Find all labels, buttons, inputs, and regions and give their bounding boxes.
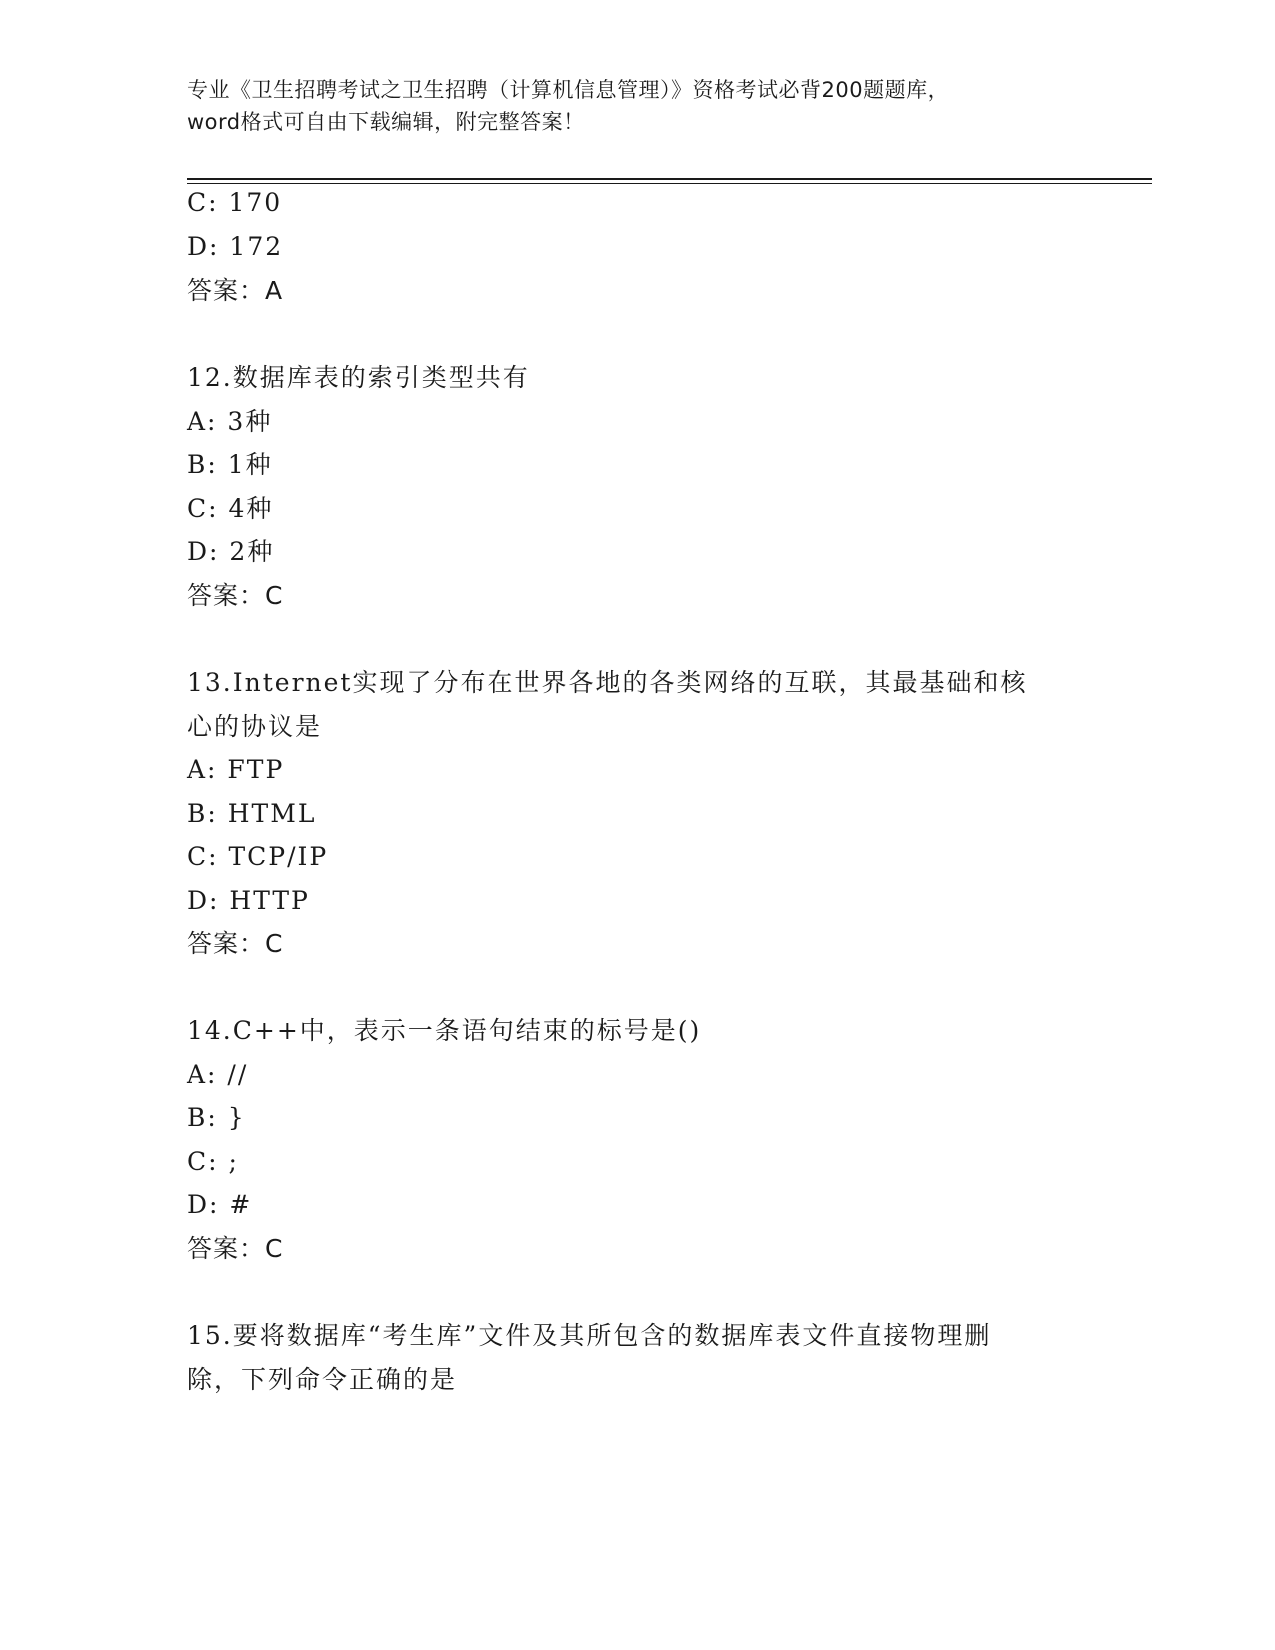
q11-option-c: C: 170 xyxy=(187,188,283,217)
header-divider-thin xyxy=(187,183,1152,184)
q13-answer: 答案：C xyxy=(187,929,284,958)
q12-option-c: C: 4种 xyxy=(187,494,274,523)
q14-option-a: A: // xyxy=(187,1060,249,1089)
q13-stem-line-1: 13.Internet实现了分布在世界各地的各类网络的互联，其最基础和核 xyxy=(187,668,1028,697)
q11-answer: 答案：A xyxy=(187,276,284,305)
q14-option-b: B: } xyxy=(187,1103,246,1132)
q12-option-b: B: 1种 xyxy=(187,450,273,479)
q15-stem-line-1: 15.要将数据库“考生库”文件及其所包含的数据库表文件直接物理删 xyxy=(187,1321,992,1350)
q14-answer: 答案：C xyxy=(187,1234,284,1263)
q15-stem-line-2: 除，下列命令正确的是 xyxy=(187,1365,458,1394)
q12-option-d: D: 2种 xyxy=(187,537,275,566)
q13-option-d: D: HTTP xyxy=(187,886,310,915)
q14-option-c: C: ; xyxy=(187,1147,239,1176)
q14-stem: 14.C++中，表示一条语句结束的标号是() xyxy=(187,1016,702,1045)
q13-stem-line-2: 心的协议是 xyxy=(187,712,323,741)
header-title-line-2: word格式可自由下载编辑，附完整答案！ xyxy=(187,110,585,134)
q13-option-a: A: FTP xyxy=(187,755,285,784)
q14-option-d: D: # xyxy=(187,1190,253,1219)
q13-option-c: C: TCP/IP xyxy=(187,842,329,871)
header-divider-thick xyxy=(187,178,1152,180)
page-header xyxy=(187,74,1107,138)
q11-option-d: D: 172 xyxy=(187,232,284,261)
header-title-line-1: 专业《卫生招聘考试之卫生招聘（计算机信息管理）》资格考试必背200题题库， xyxy=(187,78,950,102)
q12-answer: 答案：C xyxy=(187,581,284,610)
q12-stem: 12.数据库表的索引类型共有 xyxy=(187,363,530,392)
q12-option-a: A: 3种 xyxy=(187,407,273,436)
q13-option-b: B: HTML xyxy=(187,799,317,828)
